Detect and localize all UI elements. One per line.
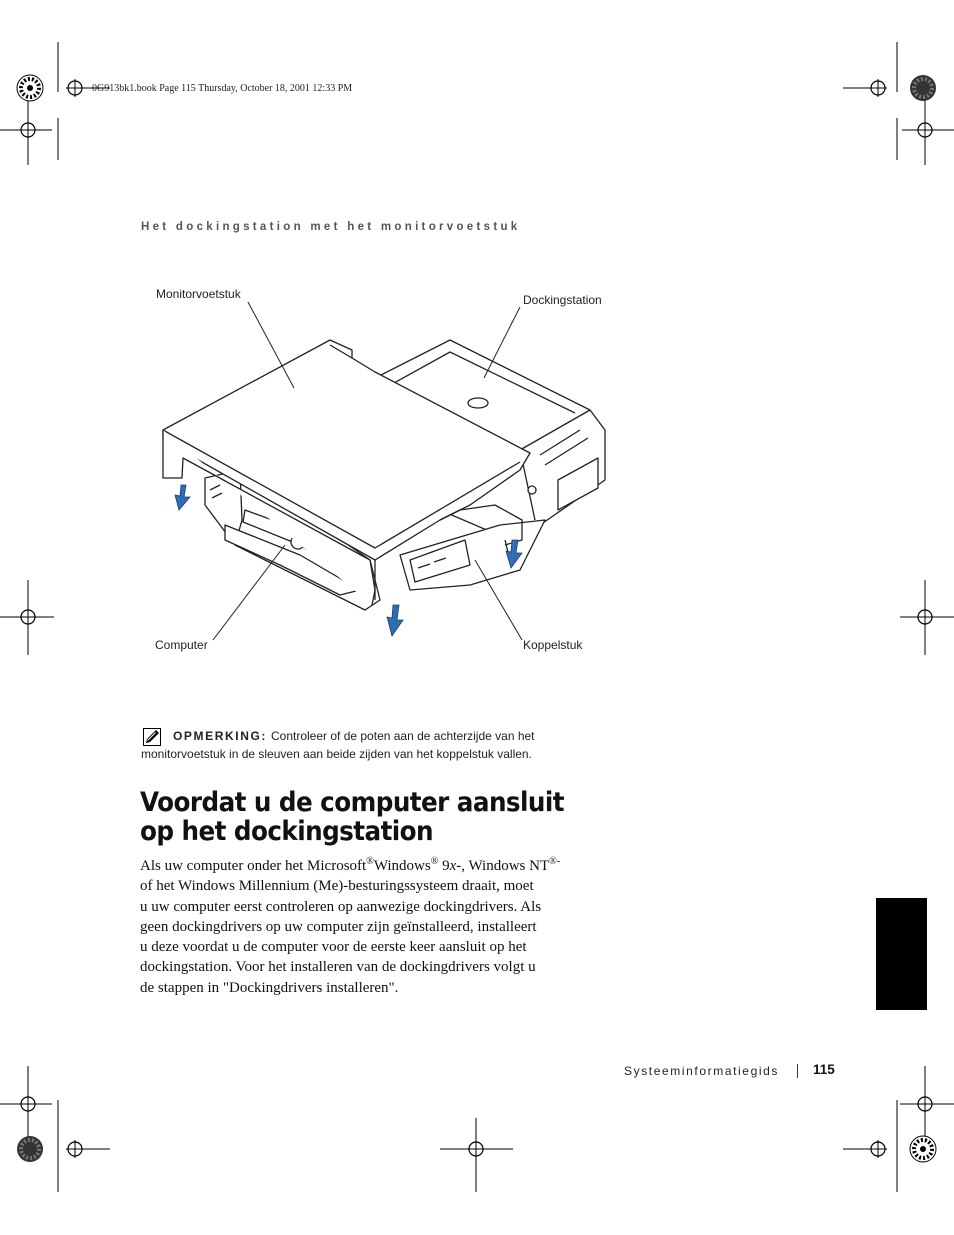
body-line-2: of het Windows Millennium (Me)-besturingssysteem draait, moet <box>140 878 534 895</box>
running-head: Het dockingstation met het monitorvoetstuk <box>141 221 521 233</box>
body-line-7: de stappen in "Dockingdrivers installeren". <box>140 979 399 996</box>
label-monitor-stand: Monitorvoetstuk <box>156 287 241 301</box>
section-heading-line-2: op het dockingstation <box>140 816 434 847</box>
footer-separator <box>797 1064 798 1078</box>
label-docking-station: Dockingstation <box>523 293 602 307</box>
body-paragraph <box>140 852 610 998</box>
section-heading-line-1: Voordat u de computer aansluit <box>140 787 565 818</box>
thumb-index-tab <box>876 898 927 1010</box>
note-label: OPMERKING: <box>173 729 267 743</box>
registration-target <box>910 1136 936 1162</box>
note-pencil-icon <box>143 728 161 746</box>
note-line-1: Controleer of de poten aan de achterzijde van het <box>271 729 535 743</box>
label-computer: Computer <box>155 638 208 652</box>
note <box>141 727 613 763</box>
registration-target <box>17 1136 43 1162</box>
label-connector: Koppelstuk <box>523 638 583 652</box>
note-line-2: monitorvoetstuk in de sleuven aan beide zijden van het koppelstuk vallen. <box>141 747 532 761</box>
page-number: 115 <box>813 1062 835 1077</box>
body-line-6: dockingstation. Voor het installeren van de dockingdrivers volgt u <box>140 959 536 976</box>
footer-guide-title: Systeeminformatiegids <box>624 1064 779 1078</box>
body-line-1: Als uw computer onder het Microsoft®Windows® 9x-, Windows NT®- <box>140 856 561 874</box>
body-line-3: u uw computer eerst controleren op aanwezige dockingdrivers. Als <box>140 898 542 915</box>
print-file-info: 0G913bk1.book Page 115 Thursday, October 18, 2001 12:33 PM <box>92 83 353 94</box>
section-heading <box>140 788 624 846</box>
body-line-5: u deze voordat u de computer voor de eerste keer aansluit op het <box>140 939 527 956</box>
body-line-4: geen dockingdrivers op uw computer zijn geïnstalleerd, installeert <box>140 918 537 935</box>
